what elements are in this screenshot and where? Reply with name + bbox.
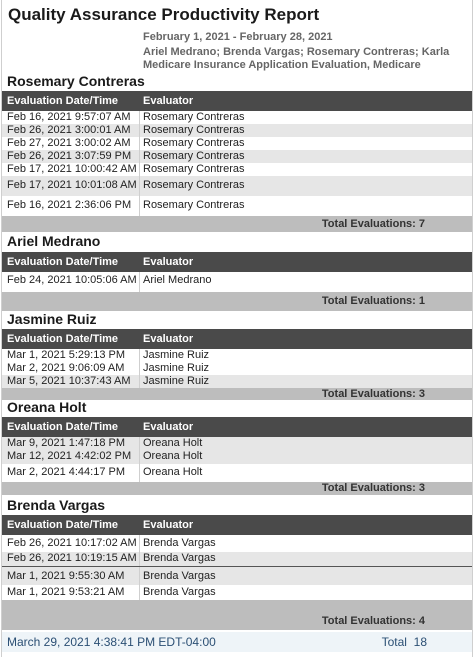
cell-evaluator: Oreana Holt	[143, 466, 203, 478]
cell-evaluator: Oreana Holt	[143, 450, 203, 462]
cell-evaluator: Rosemary Contreras	[143, 163, 245, 175]
report-title: Quality Assurance Productivity Report	[8, 5, 320, 24]
table-header	[2, 515, 472, 535]
column-header-evaluator: Evaluator	[143, 519, 194, 531]
table-header	[2, 329, 472, 349]
table-row	[2, 567, 472, 585]
group-total-label: Total Evaluations: 4	[321, 615, 425, 627]
cell-date: Mar 2, 2021 9:06:09 AM	[7, 362, 125, 374]
grand-total: Total 18	[381, 635, 427, 649]
cell-evaluator: Ariel Medrano	[143, 274, 212, 286]
table-row	[2, 124, 472, 137]
cell-date: Feb 17, 2021 10:01:08 AM	[7, 179, 137, 191]
group-total	[2, 292, 472, 311]
generated-timestamp: March 29, 2021 4:38:41 PM EDT-04:00	[7, 635, 216, 649]
cell-evaluator: Jasmine Ruiz	[143, 375, 210, 387]
cell-date: Mar 1, 2021 9:55:30 AM	[7, 570, 125, 582]
group-total-label: Total Evaluations: 3	[321, 482, 425, 494]
group-title: Jasmine Ruiz	[7, 311, 97, 327]
cell-date: Feb 27, 2021 3:00:02 AM	[7, 137, 131, 149]
table-header	[2, 252, 472, 272]
group-title: Brenda Vargas	[7, 497, 106, 513]
column-header-date: Evaluation Date/Time	[7, 256, 119, 268]
table-row	[2, 464, 472, 482]
cell-date: Mar 9, 2021 1:47:18 PM	[7, 437, 126, 449]
cell-date: Feb 24, 2021 10:05:06 AM	[7, 274, 137, 286]
column-header-date: Evaluation Date/Time	[7, 421, 119, 433]
cell-evaluator: Oreana Holt	[143, 437, 203, 449]
column-header-evaluator: Evaluator	[143, 95, 194, 107]
cell-evaluator: Rosemary Contreras	[143, 137, 245, 149]
group-total	[2, 600, 472, 630]
cell-date: Feb 17, 2021 10:00:42 AM	[7, 163, 137, 175]
group-title: Oreana Holt	[7, 399, 87, 415]
cell-evaluator: Rosemary Contreras	[143, 199, 245, 211]
column-header-date: Evaluation Date/Time	[7, 519, 119, 531]
cell-evaluator: Brenda Vargas	[143, 537, 216, 549]
cell-date: Feb 26, 2021 10:19:15 AM	[7, 552, 137, 564]
table-row	[2, 552, 472, 567]
table-row	[2, 272, 472, 292]
table-header	[2, 417, 472, 437]
cell-date: Feb 16, 2021 2:36:06 PM	[7, 199, 132, 211]
cell-date: Mar 1, 2021 5:29:13 PM	[7, 349, 126, 361]
group-total-label: Total Evaluations: 7	[321, 218, 425, 230]
table-row	[2, 437, 472, 450]
group-total	[2, 216, 472, 232]
table-row	[2, 362, 472, 375]
table-row	[2, 375, 472, 388]
cell-date: Feb 26, 2021 3:00:01 AM	[7, 124, 131, 136]
column-header-date: Evaluation Date/Time	[7, 95, 119, 107]
report	[1, 0, 473, 657]
table-header	[2, 91, 472, 111]
cell-date: Mar 1, 2021 9:53:21 AM	[7, 586, 125, 598]
table-row	[2, 137, 472, 150]
cell-evaluator: Brenda Vargas	[143, 586, 216, 598]
cell-date: Feb 26, 2021 10:17:02 AM	[7, 537, 137, 549]
cell-date: Mar 5, 2021 10:37:43 AM	[7, 375, 131, 387]
meta-value: Medicare Insurance Application Evaluation, Medicare	[143, 59, 421, 71]
report-footer	[2, 632, 472, 652]
cell-date: Feb 16, 2021 9:57:07 AM	[7, 111, 131, 123]
cell-date: Feb 26, 2021 3:07:59 PM	[7, 150, 132, 162]
table-row	[2, 150, 472, 163]
cell-evaluator: Rosemary Contreras	[143, 150, 245, 162]
cell-evaluator: Rosemary Contreras	[143, 124, 245, 136]
table-row	[2, 535, 472, 552]
cell-evaluator: Jasmine Ruiz	[143, 349, 210, 361]
cell-evaluator: Jasmine Ruiz	[143, 362, 210, 374]
meta-value: February 1, 2021 - February 28, 2021	[143, 31, 333, 43]
table-row	[2, 450, 472, 464]
group-total	[2, 482, 472, 495]
group-total-label: Total Evaluations: 1	[321, 295, 425, 307]
table-row	[2, 349, 472, 362]
cell-date: Mar 12, 2021 4:42:02 PM	[7, 450, 132, 462]
cell-evaluator: Rosemary Contreras	[143, 179, 245, 191]
column-header-evaluator: Evaluator	[143, 421, 194, 433]
group-total-label: Total Evaluations: 3	[321, 388, 425, 400]
meta-value: Ariel Medrano; Brenda Vargas; Rosemary Contreras; Karla	[143, 46, 450, 58]
table-row	[2, 196, 472, 216]
column-header-evaluator: Evaluator	[143, 333, 194, 345]
table-row	[2, 163, 472, 176]
group-title: Ariel Medrano	[7, 233, 101, 249]
cell-evaluator: Rosemary Contreras	[143, 111, 245, 123]
table-row	[2, 176, 472, 196]
table-row	[2, 585, 472, 600]
table-row	[2, 111, 472, 124]
column-header-evaluator: Evaluator	[143, 256, 194, 268]
cell-evaluator: Brenda Vargas	[143, 570, 216, 582]
cell-evaluator: Brenda Vargas	[143, 552, 216, 564]
cell-date: Mar 2, 2021 4:44:17 PM	[7, 466, 126, 478]
column-header-date: Evaluation Date/Time	[7, 333, 119, 345]
group-title: Rosemary Contreras	[7, 73, 145, 89]
